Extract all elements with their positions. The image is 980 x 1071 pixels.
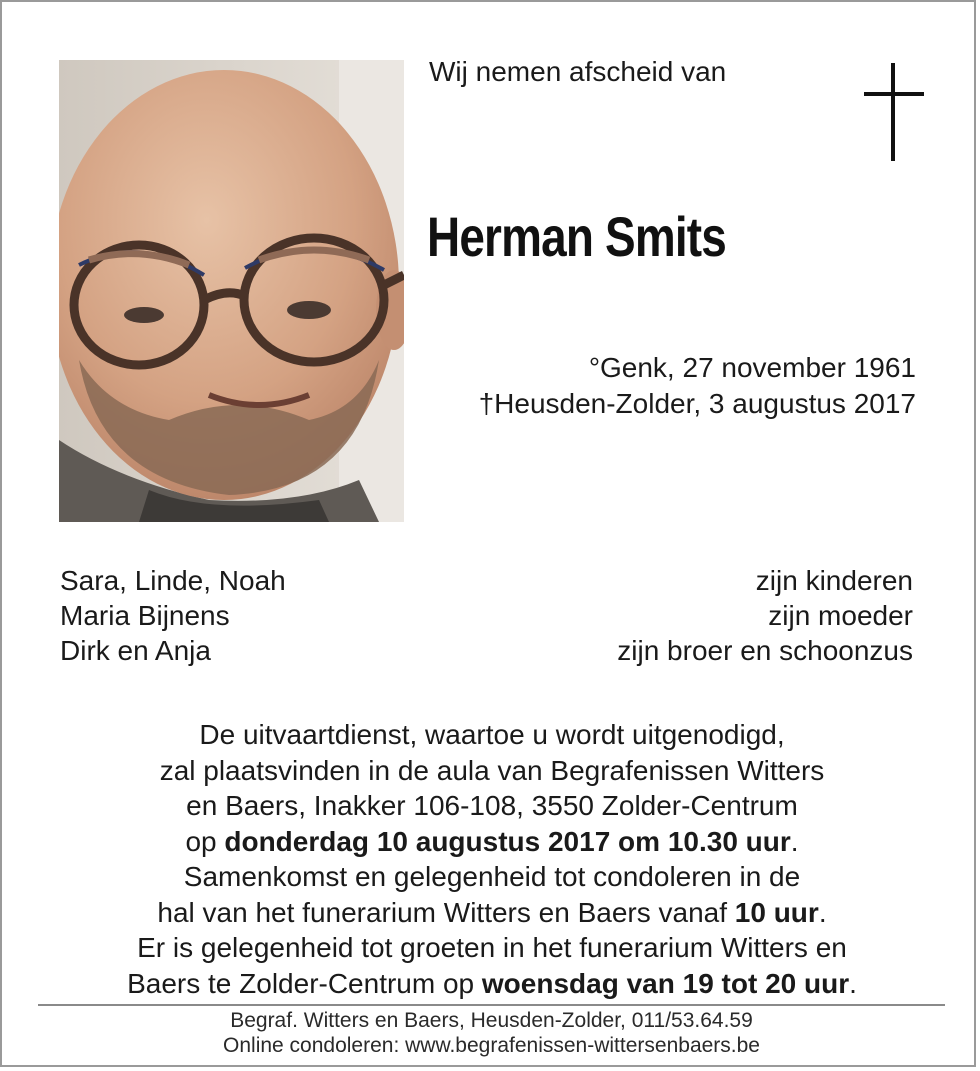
family-relation: zijn moeder	[768, 600, 913, 631]
service-datetime: donderdag 10 augustus 2017 om 10.30 uur	[224, 825, 791, 857]
birth-date: °Genk, 27 november 1961	[588, 352, 916, 383]
funeral-home-contact: Begraf. Witters en Baers, Heusden-Zolder, 011/53.64.59	[230, 1009, 753, 1032]
condolence-time: 10 uur	[734, 896, 819, 928]
family-names: Dirk en Anja	[60, 635, 211, 666]
service-text: hal van het funerarium Witters en Baers vanaf	[157, 896, 735, 928]
family-relation: zijn kinderen	[755, 565, 913, 596]
service-text: op	[185, 825, 225, 857]
intro-text: Wij nemen afscheid van	[429, 56, 727, 87]
family-relation: zijn broer en schoonzus	[617, 635, 913, 666]
service-text: .	[790, 825, 799, 857]
family-names: Sara, Linde, Noah	[60, 565, 286, 596]
service-details	[42, 717, 942, 1001]
family-names: Maria Bijnens	[60, 600, 230, 631]
service-text: Baers te Zolder-Centrum op	[127, 967, 482, 999]
service-line: Samenkomst en gelegenheid tot condoleren in de	[183, 861, 801, 892]
portrait-photo	[59, 60, 404, 522]
service-line: De uitvaartdienst, waartoe u wordt uitgenodigd,	[199, 719, 785, 750]
service-line: Er is gelegenheid tot groeten in het funerarium Witters en	[137, 932, 847, 963]
service-line: zal plaatsvinden in de aula van Begrafenissen Witters	[159, 754, 825, 786]
cross-vertical	[891, 63, 895, 161]
service-text: .	[818, 896, 827, 928]
portrait-illustration	[59, 60, 404, 522]
service-line	[42, 895, 942, 931]
service-line: en Baers, Inakker 106-108, 3550 Zolder-Centrum	[186, 790, 798, 821]
footer	[38, 1008, 945, 1058]
service-text: .	[849, 967, 857, 999]
online-condolence: Online condoleren: www.begrafenissen-wittersenbaers.be	[223, 1034, 760, 1057]
cross-horizontal	[864, 92, 924, 96]
viewing-time: woensdag van 19 tot 20 uur	[481, 967, 850, 999]
family-row	[60, 563, 913, 598]
family-row	[60, 633, 913, 668]
service-line	[42, 966, 942, 1002]
life-dates	[424, 350, 916, 422]
deceased-name: Herman Smits	[427, 205, 726, 268]
family-row	[60, 598, 913, 633]
death-date: †Heusden-Zolder, 3 augustus 2017	[478, 388, 916, 419]
service-line	[42, 824, 942, 860]
footer-divider	[38, 1004, 945, 1006]
family-list	[60, 563, 913, 668]
cross-icon	[864, 63, 924, 161]
